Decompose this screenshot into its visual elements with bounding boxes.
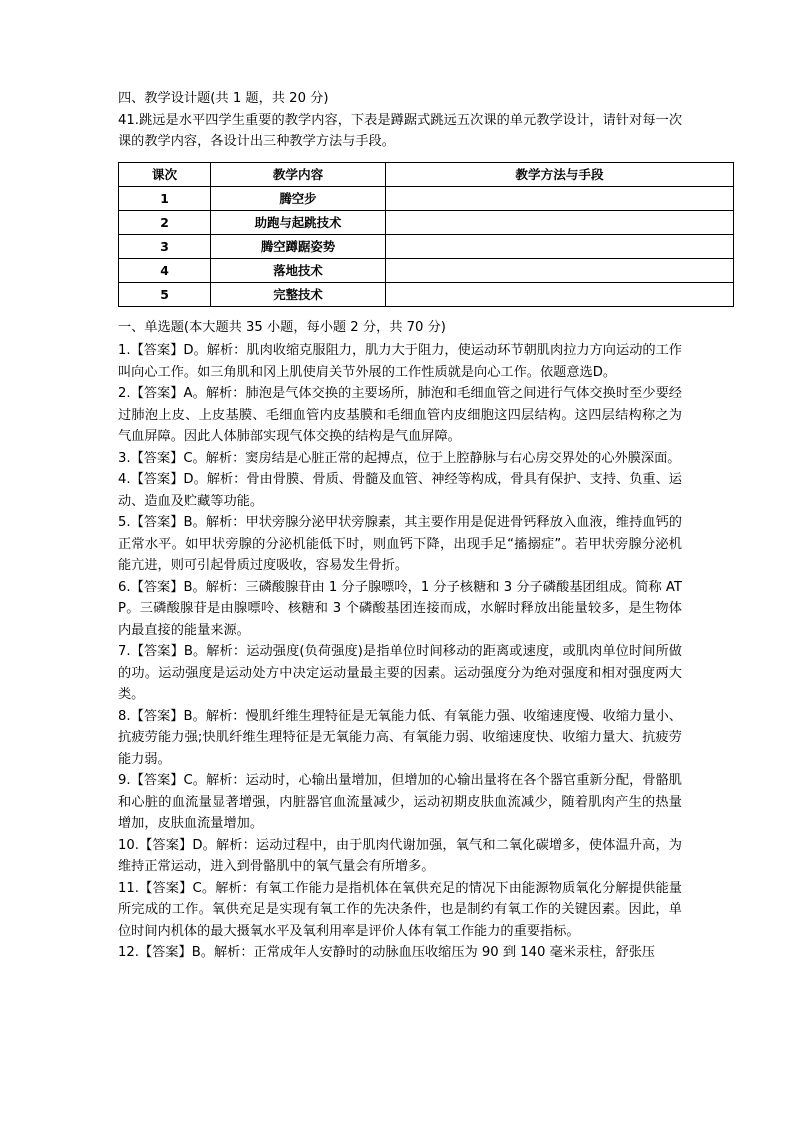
column-header-methods: 教学方法与手段 [386, 162, 734, 186]
lesson-design-table [118, 162, 734, 307]
cell-content: 落地技术 [211, 258, 386, 282]
cell-lesson: 4 [119, 258, 211, 282]
column-header-lesson: 课次 [119, 162, 211, 186]
answer-item: 4.【答案】D。解析：骨由骨膜、骨质、骨髓及血管、神经等构成，骨具有保护、支持、负重、运动、造血及贮藏等功能。 [118, 472, 682, 509]
table-header-row [119, 162, 734, 186]
table-row [119, 258, 734, 282]
cell-lesson: 1 [119, 186, 211, 210]
cell-lesson: 2 [119, 210, 211, 234]
page-content [118, 88, 682, 964]
cell-methods [386, 234, 734, 258]
answer-item: 7.【答案】B。解析：运动强度(负荷强度)是指单位时间移动的距离或速度，或肌肉单位时间所做的功。运动强度是运动处方中决定运动量最主要的因素。运动强度分为绝对强度和相对强度两大类。 [118, 644, 682, 702]
cell-methods [386, 186, 734, 210]
section-one-heading: 一、单选题(本大题共 35 小题，每小题 2 分，共 70 分) [118, 319, 446, 335]
answer-item: 5.【答案】B。解析：甲状旁腺分泌甲状旁腺素，其主要作用是促进骨钙释放入血液，维持血钙的正常水平。如甲状旁腺的分泌机能低下时，则血钙下降，出现手足“搐搦症”。若甲状旁腺分泌机能亢进，则可引起骨质过度吸收，容易发生骨折。 [118, 515, 682, 573]
cell-methods [386, 258, 734, 282]
answer-item: 2.【答案】A。解析：肺泡是气体交换的主要场所，肺泡和毛细血管之间进行气体交换时至少要经过肺泡上皮、上皮基膜、毛细血管内皮基膜和毛细血管内皮细胞这四层结构。这四层结构称之为气血屏障。因此人体肺部实现气体交换的结构是气血屏障。 [118, 386, 682, 444]
answer-item: 9.【答案】C。解析：运动时，心输出量增加，但增加的心输出量将在各个器官重新分配，骨骼肌和心脏的血流量显著增强，内脏器官血流量减少，运动初期皮肤血流减少，随着肌肉产生的热量增加，皮肤血流量增加。 [118, 773, 682, 831]
answer-explanations-list [118, 340, 682, 964]
cell-lesson: 3 [119, 234, 211, 258]
answer-item: 12.【答案】B。解析：正常成年人安静时的动脉血压收缩压为 90 到 140 毫米汞柱，舒张压 [118, 945, 656, 960]
answer-item: 1.【答案】D。解析：肌肉收缩克服阻力，肌力大于阻力，使运动环节朝肌肉拉力方向运动的工作叫向心工作。如三角肌和冈上肌使肩关节外展的工作性质就是向心工作。依题意选D。 [118, 343, 682, 380]
cell-methods [386, 210, 734, 234]
cell-content: 助跑与起跳技术 [211, 210, 386, 234]
lesson-design-table-wrapper [118, 162, 733, 307]
cell-content: 腾空蹲踞姿势 [211, 234, 386, 258]
table-row [119, 210, 734, 234]
table-row [119, 186, 734, 210]
section-four-heading: 四、教学设计题(共 1 题，共 20 分) [118, 91, 329, 106]
cell-lesson: 5 [119, 282, 211, 306]
question-41-text: 41.跳远是水平四学生重要的教学内容，下表是蹲踞式跳远五次课的单元教学设计，请针对每一次课的教学内容，各设计出三种教学方法与手段。 [118, 112, 682, 149]
answer-item: 10.【答案】D。解析：运动过程中，由于肌肉代谢加强，氧气和二氧化碳增多，使体温升高，为维持正常运动，进入到骨骼肌中的氧气量会有所增多。 [118, 837, 682, 874]
answer-item: 3.【答案】C。解析：窦房结是心脏正常的起搏点，位于上腔静脉与右心房交界处的心外膜深面。 [118, 450, 681, 466]
cell-methods [386, 282, 734, 306]
answer-item: 11.【答案】C。解析：有氧工作能力是指机体在氧供充足的情况下由能源物质氧化分解提供能量所完成的工作。氧供充足是实现有氧工作的先决条件，也是制约有氧工作的关键因素。因此，单位时间内机体的最大摄氧水平及氧利用率是评价人体有氧工作能力的重要指标。 [118, 880, 682, 939]
answer-item: 8.【答案】B。解析：慢肌纤维生理特征是无氧能力低、有氧能力强、收缩速度慢、收缩力量小、抗疲劳能力强;快肌纤维生理特征是无氧能力高、有氧能力弱、收缩速度快、收缩力量大、抗疲劳能力弱。 [118, 708, 682, 767]
table-row [119, 282, 734, 306]
cell-content: 完整技术 [211, 282, 386, 306]
answer-item: 6.【答案】B。解析：三磷酸腺苷由 1 分子腺嘌呤，1 分子核糖和 3 分子磷酸基团组成。简称 ATP。三磷酸腺苷是由腺嘌呤、核糖和 3 个磷酸基团连接而成，水解时释放出能量较多，是生物体内最直接的能量来源。 [118, 579, 682, 638]
table-row [119, 234, 734, 258]
cell-content: 腾空步 [211, 186, 386, 210]
column-header-content: 教学内容 [211, 162, 386, 186]
